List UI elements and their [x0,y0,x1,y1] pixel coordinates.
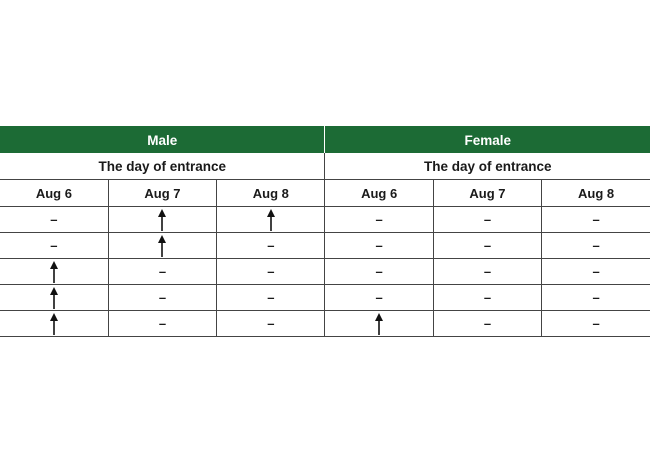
sex-header-row [0,127,650,154]
cell-value [167,235,168,236]
subheader-row [0,153,650,180]
cell-value [59,287,60,288]
entrance-table [0,126,650,337]
cell-value: – [483,238,492,253]
cell-value: – [267,264,275,279]
cell-value: – [158,264,167,279]
table-cell [433,233,541,259]
table-cell [0,207,108,233]
table-cell [217,207,325,233]
female-subheader: The day of entrance [325,153,650,180]
table-cell [542,233,650,259]
cell-value: – [592,316,600,331]
table-cell [325,311,433,337]
column-header: Aug 7 [433,180,541,207]
cell-value: – [483,290,492,305]
table-cell [542,311,650,337]
table-cell [325,207,433,233]
male-group-header: Male [0,127,325,154]
cell-value: – [375,290,383,305]
table-row [0,233,650,259]
table-cell [542,285,650,311]
day-header-row [0,180,650,207]
table-cell [0,285,108,311]
column-header: Aug 6 [0,180,108,207]
column-header: Aug 6 [325,180,433,207]
cell-value [59,261,60,262]
table-cell [217,311,325,337]
cell-value: – [483,212,492,227]
cell-value: – [267,238,275,253]
table-cell [217,285,325,311]
arrow-up-icon [266,209,276,231]
cell-value: – [592,264,600,279]
table-cell [217,259,325,285]
table-cell [325,233,433,259]
table-row [0,207,650,233]
table-cell [433,285,541,311]
arrow-up-icon [157,209,167,231]
table-cell [108,285,216,311]
table-cell [0,311,108,337]
cell-value: – [592,212,600,227]
table-cell [433,311,541,337]
arrow-up-icon [157,235,167,257]
table-row [0,285,650,311]
cell-value [167,209,168,210]
cell-value: – [375,264,383,279]
cell-value: – [592,238,600,253]
table-row [0,259,650,285]
cell-value: – [375,212,383,227]
cell-value [276,209,277,210]
table-cell [0,259,108,285]
arrow-up-icon [374,313,384,335]
table-body [0,207,650,337]
cell-value: – [483,264,492,279]
table-cell [0,233,108,259]
table-cell [433,207,541,233]
cell-value: – [375,238,383,253]
table-cell [433,259,541,285]
table-cell [108,311,216,337]
table-cell [542,259,650,285]
table-cell [325,285,433,311]
cell-value: – [483,316,492,331]
cell-value: – [592,290,600,305]
table-cell [108,259,216,285]
column-header: Aug 8 [542,180,650,207]
cell-value: – [158,290,167,305]
cell-value: – [158,316,167,331]
table-row [0,311,650,337]
table-cell [542,207,650,233]
cell-value: – [50,212,58,227]
male-subheader: The day of entrance [0,153,325,180]
column-header: Aug 8 [217,180,325,207]
cell-value: – [267,290,275,305]
table-cell [108,207,216,233]
arrow-up-icon [49,287,59,309]
cell-value: – [267,316,275,331]
cell-value: – [50,238,58,253]
table-cell [217,233,325,259]
arrow-up-icon [49,261,59,283]
cell-value [384,313,385,314]
arrow-up-icon [49,313,59,335]
table-cell [325,259,433,285]
cell-value [59,313,60,314]
female-group-header: Female [325,127,650,154]
table-cell [108,233,216,259]
column-header: Aug 7 [108,180,216,207]
